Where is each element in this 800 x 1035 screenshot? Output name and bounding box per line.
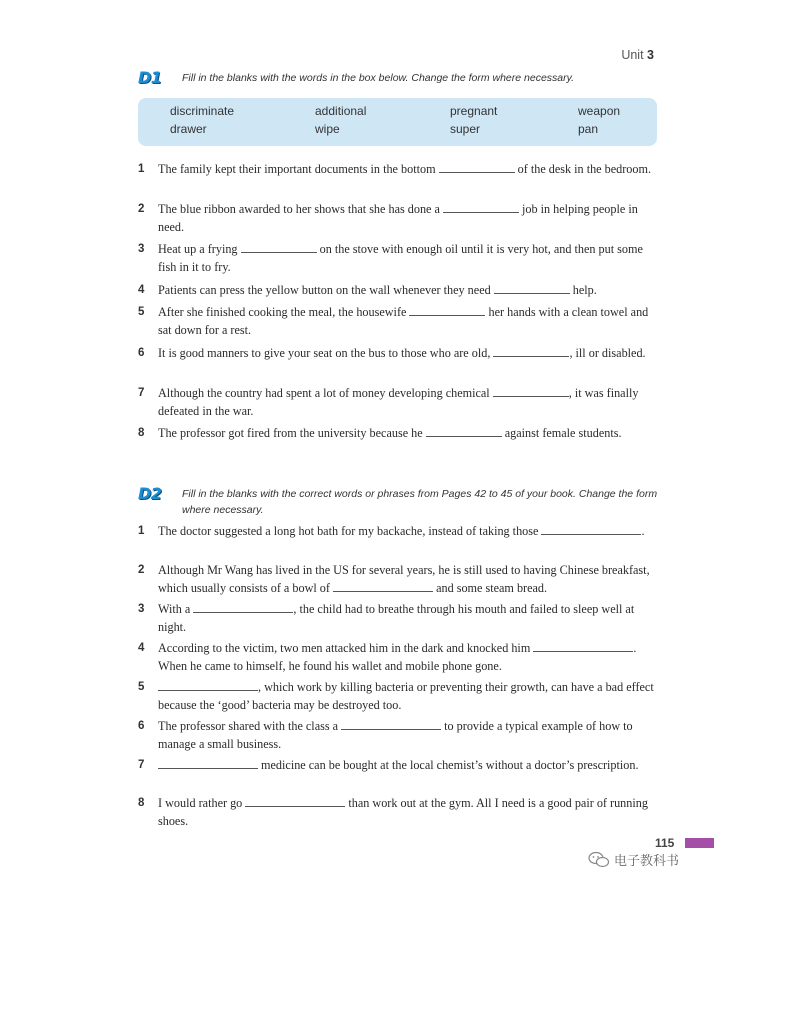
word-box-item: pan (578, 122, 599, 136)
answer-blank[interactable] (333, 580, 433, 592)
answer-blank[interactable] (443, 201, 519, 213)
word-box-item: weapon (578, 104, 621, 118)
word-box-item: additional (315, 104, 367, 118)
answer-blank[interactable] (158, 679, 258, 691)
answer-blank[interactable] (158, 757, 258, 769)
watermark (588, 850, 679, 869)
answer-blank[interactable] (439, 161, 515, 173)
answer-blank[interactable] (409, 304, 485, 316)
wechat-icon (588, 851, 610, 869)
section-d1-instruction: Fill in the blanks with the words in the box below. Change the form where necessary. (182, 72, 575, 84)
answer-blank[interactable] (493, 345, 569, 357)
section-d1-badge: D1 (138, 68, 162, 87)
watermark-text: 电子教科书 (614, 854, 680, 869)
page-number: 115 (655, 836, 675, 850)
word-box-item: drawer (170, 122, 207, 136)
answer-blank[interactable] (541, 523, 641, 535)
unit-label: Unit 3 (621, 48, 654, 62)
answer-blank[interactable] (493, 385, 569, 397)
unit-number: 3 (647, 48, 654, 62)
word-box-item: wipe (315, 122, 340, 136)
word-box-item: pregnant (450, 104, 498, 118)
answer-blank[interactable] (533, 640, 633, 652)
section-d2-badge: D2 (138, 484, 162, 503)
answer-blank[interactable] (245, 795, 345, 807)
word-box-item: discriminate (170, 104, 235, 118)
answer-blank[interactable] (341, 718, 441, 730)
answer-blank[interactable] (426, 425, 502, 437)
word-box (138, 98, 657, 146)
answer-blank[interactable] (193, 601, 293, 613)
page-number-bar (685, 838, 714, 848)
answer-blank[interactable] (241, 241, 317, 253)
section-d2-instruction: Fill in the blanks with the correct words or phrases from Pages 42 to 45 of your book. Change the form where necessary. (182, 488, 658, 516)
word-box-item: super (450, 122, 481, 136)
answer-blank[interactable] (494, 282, 570, 294)
